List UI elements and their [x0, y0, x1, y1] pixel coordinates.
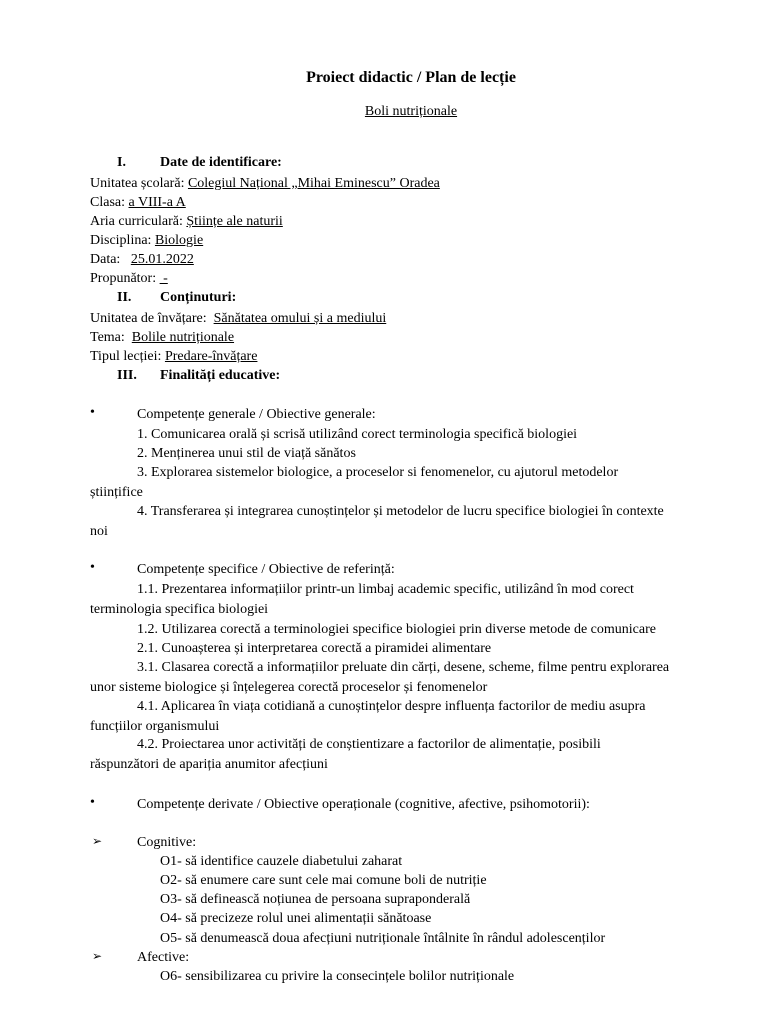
bullet-icon: • [90, 405, 95, 420]
section-heading: III. Finalități educative: [117, 368, 281, 383]
specific-item: 1.2. Utilizarea corectă a terminologiei specifice biologiei prin diverse metode de comunicare [137, 622, 656, 637]
field-class: Clasa: a VIII-a A [90, 195, 186, 210]
field-school: Unitatea școlară: Colegiul Național „Mihai Eminescu” Oradea [90, 176, 440, 191]
specific-item: 3.1. Clasarea corectă a informațiilor preluate din cărți, desene, scheme, filme pentru explorarea unor sisteme biologice și înțelegerea corectă proceselor și fenomenelor [90, 660, 670, 695]
field-date: Data: 25.01.2022 [90, 252, 194, 267]
field-unit: Unitatea de învățare: Sănătatea omului și a mediului [90, 311, 387, 326]
objective-item: O1- să identifice cauzele diabetului zaharat [160, 854, 403, 869]
specific-item: 1.1. Prezentarea informațiilor printr-un limbaj academic specific, utilizând în mod corect terminologia specifica biologiei [90, 582, 634, 617]
affective-label: Afective: [137, 950, 190, 965]
document-subtitle: Boli nutriționale [364, 104, 458, 119]
field-author: Propunător: - [90, 271, 168, 286]
document-title: Proiect didactic / Plan de lecție [306, 69, 516, 86]
field-discipline: Disciplina: Biologie [90, 233, 204, 248]
general-item: 2. Menținerea unui stil de viață sănătos [137, 446, 356, 461]
specific-item: 4.2. Proiectarea unor activități de conștientizare a factorilor de alimentație, posibili răspunzători de apariția anumitor afecțiuni [90, 737, 601, 772]
arrow-bullet-icon: ➢ [92, 834, 103, 848]
objective-item: O5- să denumească doua afecțiuni nutriționale întâlnite în rândul adolescenților [160, 931, 606, 946]
field-area: Aria curriculară: Științe ale naturii [90, 214, 283, 229]
bullet-icon: • [90, 560, 95, 575]
field-topic: Tema: Bolile nutriționale [90, 330, 235, 345]
general-item: 3. Explorarea sistemelor biologice, a proceselor si fenomenelor, cu ajutorul metodelor științifice [90, 465, 619, 500]
cognitive-label: Cognitive: [137, 835, 197, 850]
specific-heading: Competențe specifice / Obiective de referință: [137, 562, 395, 577]
general-item: 1. Comunicarea orală și scrisă utilizând corect terminologia specifică biologiei [137, 427, 578, 442]
objective-item: O6- sensibilizarea cu privire la consecințele bolilor nutriționale [160, 969, 515, 984]
field-lesson-type: Tipul lecției: Predare-învățare [90, 349, 258, 364]
derived-heading: Competențe derivate / Obiective operaționale (cognitive, afective, psihomotorii): [137, 797, 590, 812]
general-item: 4. Transferarea și integrarea cunoștințelor și metodelor de lucru specifice biologiei în contexte noi [90, 504, 664, 539]
specific-item: 4.1. Aplicarea în viața cotidiană a cunoștințelor despre influența factorilor de mediu asupra funcțiilor organismului [90, 699, 646, 734]
objective-item: O3- să definească noțiunea de persoana supraponderală [160, 892, 471, 907]
objective-item: O2- să enumere care sunt cele mai comune boli de nutriție [160, 873, 487, 888]
specific-item: 2.1. Cunoașterea și interpretarea corectă a piramidei alimentare [137, 641, 492, 656]
section-heading: I. Date de identificare: [117, 155, 282, 170]
general-heading: Competențe generale / Obiective generale: [137, 407, 376, 422]
section-heading: II. Conținuturi: [117, 290, 237, 305]
bullet-icon: • [90, 795, 95, 810]
objective-item: O4- să precizeze rolul unei alimentații sănătoase [160, 911, 432, 926]
arrow-bullet-icon: ➢ [92, 949, 103, 963]
